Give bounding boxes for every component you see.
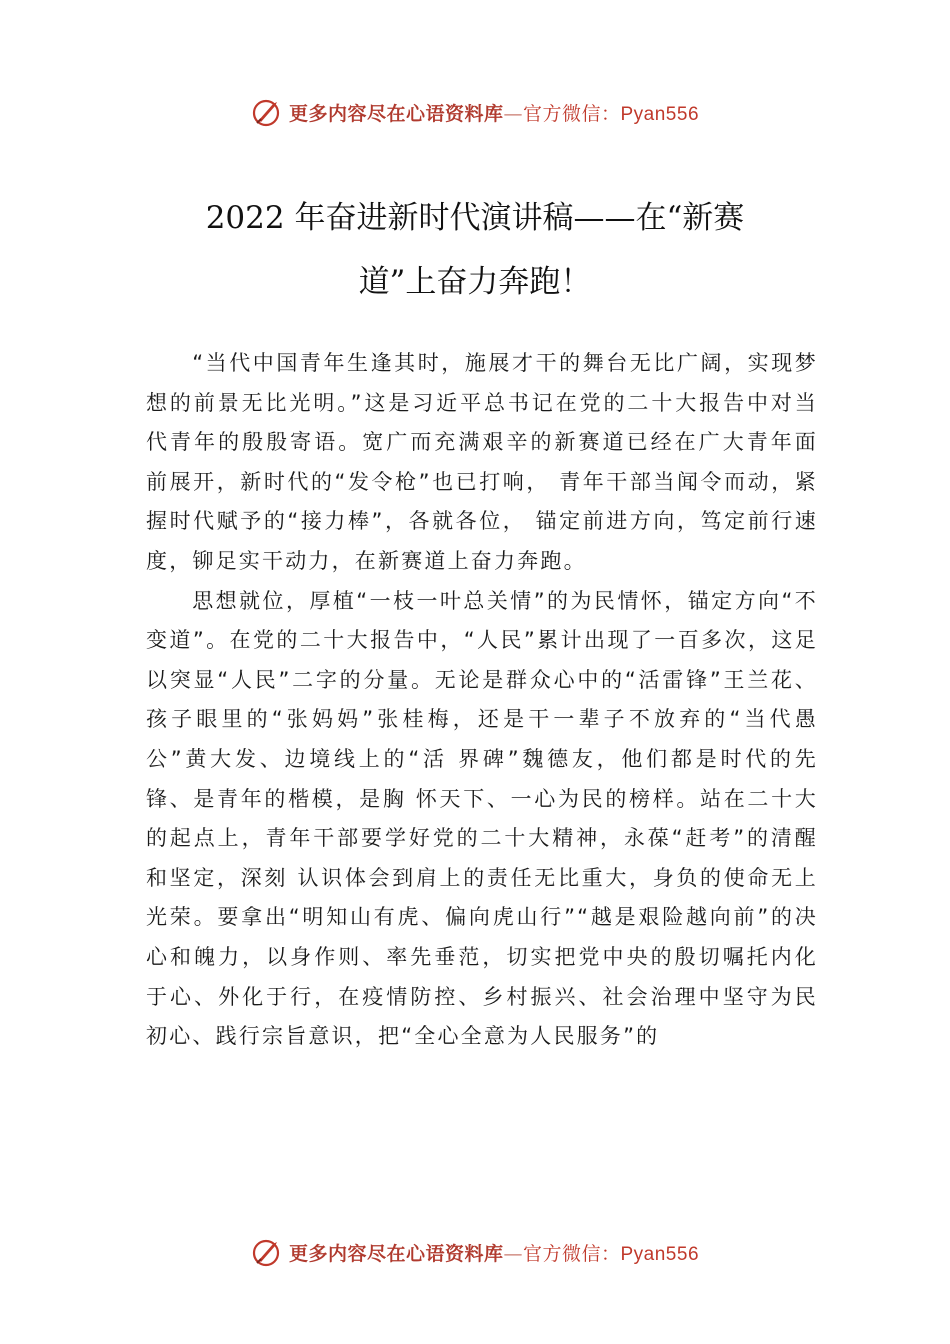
header-wechat-id: Pyan556 — [620, 103, 700, 125]
header-banner — [0, 96, 950, 128]
footer-wechat-label: 官方微信： — [522, 1242, 621, 1265]
footer-wechat-id: Pyan556 — [620, 1243, 700, 1265]
title-line-2: 道”上奋力奔跑！ — [358, 264, 592, 300]
header-brand: 更多内容尽在心语资料库 — [288, 102, 504, 125]
header-dash: — — [503, 102, 523, 125]
paragraph-2: 思想就位，厚植“一枝一叶总关情”的为民情怀，锚定方向“不变道”。在党的二十大报告中，“人民”累计出现了一百多次，这足以突显“人民”二字的分量。无论是群众心中的“活雷锋”王兰花、孩子眼里的“张妈妈”张桂梅，还是干一辈子不放弃的“当代愚公”黄大发、边境线上的“活 界碑”魏德友，他们都是时代的先锋、是青年的楷模，是胸 怀天下、一心为民的榜样。站在二十大的起点上，青年干部要学好党的二十大精神，永葆“赶考”的清醒和坚定，深刻 认识体会到肩上的责任无比重大，身负的使命无上光荣。要拿出“明知山有虎、偏向虎山行”“越是艰险越向前”的决心和魄力，以身作则、率先垂范，切实把党中央的殷切嘱托内化于心、外化于行，在疫情防控、乡村振兴、社会治理中坚守为民初心、践行宗旨意识，把“全心全意为人民服务”的 — [146, 588, 818, 1049]
footer-banner — [0, 1236, 950, 1268]
document-title — [150, 186, 800, 314]
paragraph-1: “当代中国青年生逢其时，施展才干的舞台无比广阔，实现梦想的前景无比光明。”这是习近平总书记在党的二十大报告中对当代青年的殷殷寄语。宽广而充满艰辛的新赛道已经在广大青年面前展开，新时代的“发令枪”也已打响， 青年干部当闻令而动，紧握时代赋予的“接力棒”，各就各位， 锚定前进方向，笃定前行速度，铆足实干动力，在新赛道上奋力奔跑。 — [146, 351, 818, 573]
footer-dash: — — [503, 1242, 523, 1265]
footer-banner-text — [289, 1239, 699, 1266]
footer-brand: 更多内容尽在心语资料库 — [288, 1242, 504, 1265]
header-banner-text — [289, 99, 699, 126]
header-wechat-label: 官方微信： — [522, 102, 621, 125]
document-body — [146, 344, 818, 1057]
title-line-1: 2022 年奋进新时代演讲稿——在“新赛 — [205, 200, 745, 236]
quill-logo-icon — [251, 96, 283, 128]
quill-logo-icon — [251, 1236, 283, 1268]
